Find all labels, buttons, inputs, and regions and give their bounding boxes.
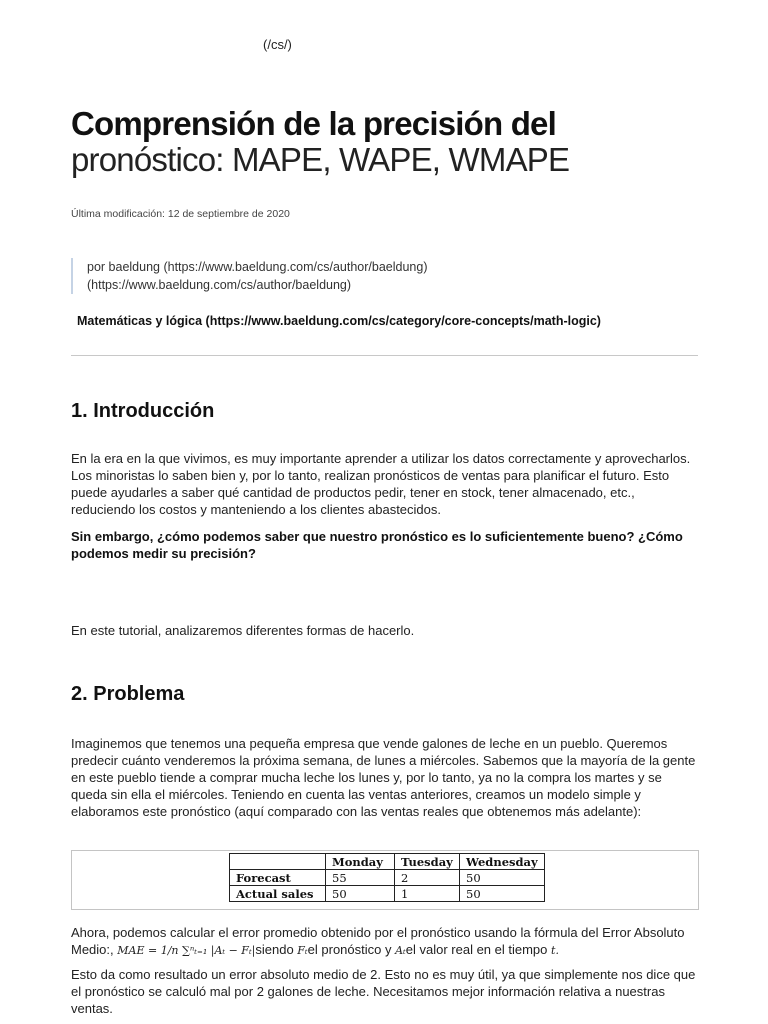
author-block <box>71 258 647 294</box>
table-row <box>230 870 545 886</box>
table-header-cell <box>230 854 326 870</box>
table-cell: 50 <box>326 886 395 902</box>
problem-paragraph-2-text: siendo <box>255 942 294 957</box>
mae-formula: MAE = 1/n ∑ⁿₜ₌₁ |Aₜ − Fₜ| <box>117 944 256 957</box>
problem-paragraph-1: Imaginemos que tenemos una pequeña empresa que vende galones de leche en un pueblo. Queremos predecir cuánto venderemos la próxima semana, de lunes a miércoles. Sabemos que la mayoría de la gente en este pueblo tiende a comprar mucha leche los lunes y, por lo tanto, ya no la compra los martes y se queda sin ella el miércoles. Teniendo en cuenta las ventas anteriores, creamos un modelo simple y elaboramos este pronóstico (aquí comparado con las ventas reales que obtenemos más adelante): <box>71 736 696 819</box>
table-frame <box>71 850 699 910</box>
author-link[interactable]: por baeldung (https://www.baeldung.com/cs/author/baeldung) <box>87 260 428 274</box>
page-title-light: pronóstico: MAPE, WAPE, WMAPE <box>71 141 570 178</box>
problem-paragraph-2-text: Ahora, podemos calcular el error promedio obtenido por el pronóstico usando la fórmula del Error Absoluto Medio:, <box>71 925 685 957</box>
section-heading-problem: 2. Problema <box>71 683 185 705</box>
sales-table <box>229 853 545 902</box>
problem-paragraph-3: Esto da como resultado un error absoluto medio de 2. Esto no es muy útil, ya que simplemente nos dice que el pronóstico se calculó mal por 2 galones de leche. Necesitamos mejor información relativa a nuestras ventas. <box>71 967 696 1016</box>
formula-var-at: Aₜ <box>395 944 406 957</box>
table-cell: 50 <box>460 886 545 902</box>
last-modified: Última modificación: 12 de septiembre de 2020 <box>71 208 290 220</box>
table-cell: 50 <box>460 870 545 886</box>
table-header-cell: Tuesday <box>395 854 460 870</box>
category-link[interactable]: Matemáticas y lógica (https://www.baeldung.com/cs/category/core-concepts/math-logic) <box>77 314 601 328</box>
table-cell: 1 <box>395 886 460 902</box>
table-header-cell: Monday <box>326 854 395 870</box>
formula-var-ft: Fₜ <box>297 944 308 957</box>
section-heading-intro: 1. Introducción <box>71 400 215 422</box>
table-row-label: Forecast <box>230 870 326 886</box>
problem-paragraph-2 <box>71 924 701 959</box>
table-row-label: Actual sales <box>230 886 326 902</box>
table-cell: 55 <box>326 870 395 886</box>
page-title-bold: Comprensión de la precisión del <box>71 105 556 142</box>
table-row <box>230 886 545 902</box>
table-header-row <box>230 854 545 870</box>
problem-paragraph-2-text: el pronóstico y <box>307 942 392 957</box>
table-header-cell: Wednesday <box>460 854 545 870</box>
page-title <box>71 106 711 178</box>
author-link-url[interactable]: (https://www.baeldung.com/cs/author/baeldung) <box>87 278 352 292</box>
divider <box>71 355 698 356</box>
intro-paragraph-1: En la era en la que vivimos, es muy importante aprender a utilizar los datos correctamente y aprovecharlos. Los minoristas lo saben bien y, por lo tanto, realizan pronósticos de ventas para planificar el futuro. Esto puede ayudarles a saber qué cantidad de productos pedir, tener en stock, tener almacenado, etc., reduciendo los costos y manteniendo a los clientes abastecidos. <box>71 451 691 517</box>
intro-paragraph-3: En este tutorial, analizaremos diferentes formas de hacerlo. <box>71 623 415 638</box>
problem-paragraph-2-text: el valor real en el tiempo <box>405 942 548 957</box>
formula-var-t: t. <box>551 944 559 957</box>
table-cell: 2 <box>395 870 460 886</box>
intro-paragraph-2: Sin embargo, ¿cómo podemos saber que nuestro pronóstico es lo suficientemente bueno? ¿Cómo podemos medir su precisión? <box>71 529 683 561</box>
breadcrumb-link[interactable]: (/cs/) <box>263 37 292 52</box>
